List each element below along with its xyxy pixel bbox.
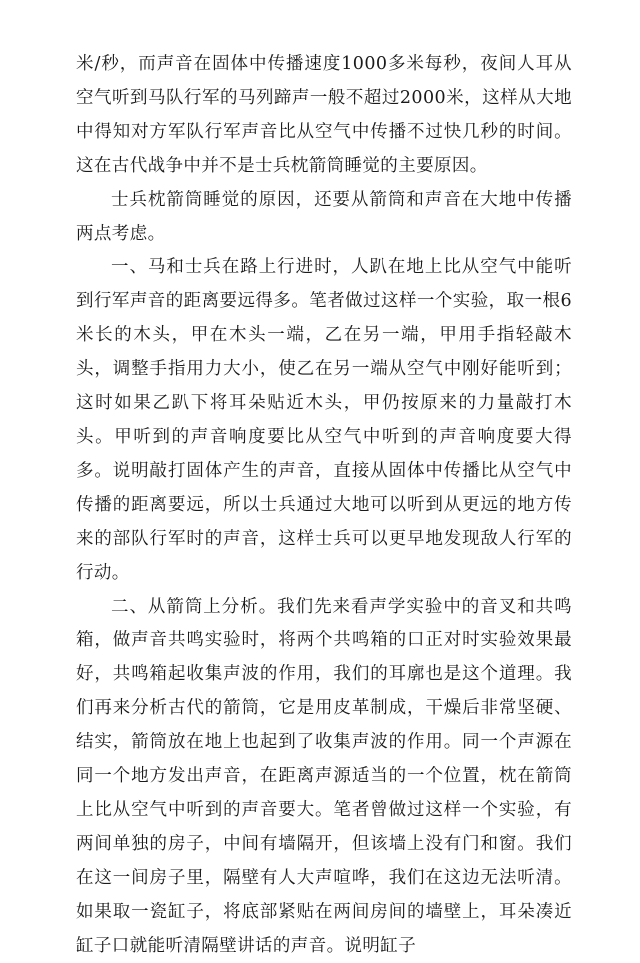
- paragraph-point-two: 二、从箭筒上分析。我们先来看声学实验中的音叉和共鸣箱，做声音共鸣实验时，将两个共鸣箱的口正对时实验效果最好，共鸣箱起收集声波的作用，我们的耳廓也是这个道理。我们再来分析古代的箭筒，它是用皮革制成，干燥后非常坚硬、结实，箭筒放在地上也起到了收集声波的作用。同一个声源在同一个地方发出声音，在距离声源适当的一个位置，枕在箭筒上比从空气中听到的声音要大。笔者曾做过这样一个实验，有两间单独的房子，中间有墙隔开，但该墙上没有门和窗。我们在这一间房子里，隔壁有人大声喧哗，我们在这边无法听清。如果取一瓷缸子，将底部紧贴在两间房间的墙壁上，耳朵凑近缸子口就能听清隔壁讲话的声音。说明缸子: [76, 591, 572, 963]
- document-body: [76, 48, 572, 963]
- paragraph-reasons-intro: 士兵枕箭筒睡觉的原因，还要从箭筒和声音在大地中传播两点考虑。: [76, 184, 572, 252]
- paragraph-point-one: 一、马和士兵在路上行进时，人趴在地上比从空气中能听到行军声音的距离要远得多。笔者做过这样一个实验，取一根6米长的木头，甲在木头一端，乙在另一端，甲用手指轻敲木头，调整手指用力大小，使乙在另一端从空气中刚好能听到；这时如果乙趴下将耳朵贴近木头，甲仍按原来的力量敲打木头。甲听到的声音响度要比从空气中听到的声音响度要大得多。说明敲打固体产生的声音，直接从固体中传播比从空气中传播的距离要远，所以士兵通过大地可以听到从更远的地方传来的部队行军时的声音，这样士兵可以更早地发现敌人行军的行动。: [76, 251, 572, 590]
- paragraph-continuation: 米/秒，而声音在固体中传播速度1000多米每秒，夜间人耳从空气听到马队行军的马列蹄声一般不超过2000米，这样从大地中得知对方军队行军声音比从空气中传播不过快几秒的时间。这在古代战争中并不是士兵枕箭筒睡觉的主要原因。: [76, 48, 572, 184]
